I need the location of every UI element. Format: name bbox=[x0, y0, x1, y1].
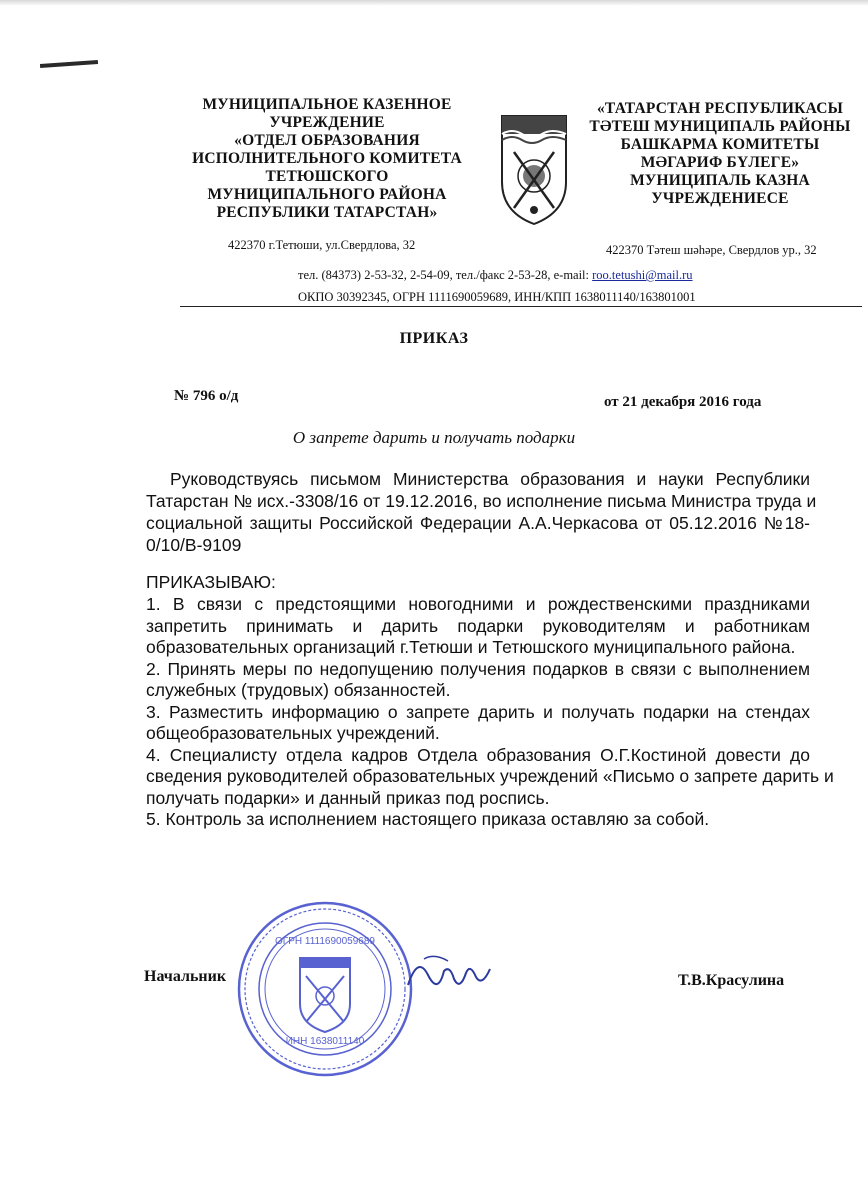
order-item-line: служебных (трудовых) обязанностей. bbox=[146, 680, 451, 700]
address-right: 422370 Тәтеш шәһәре, Свердлов ур., 32 bbox=[606, 243, 817, 257]
header-right-line: УЧРЕЖДЕНИЕСЕ bbox=[651, 190, 789, 207]
order-item-line: 3. Разместить информацию о запрете дарить и получать подарки на стендах bbox=[146, 701, 810, 722]
handwritten-signature-icon bbox=[404, 945, 500, 1005]
preamble-line: Руководствуясь письмом Министерства образования и науки Республики bbox=[170, 469, 810, 489]
header-divider bbox=[180, 306, 862, 307]
header-right-line: МӘГАРИФ БҮЛЕГЕ» bbox=[640, 154, 800, 171]
signatory-name: Т.В.Красулина bbox=[678, 972, 785, 989]
order-item-line: общеобразовательных учреждений. bbox=[146, 723, 440, 743]
order-item-line: 5. Контроль за исполнением настоящего приказа оставляю за собой. bbox=[146, 809, 710, 829]
header-left-line: «ОТДЕЛ ОБРАЗОВАНИЯ bbox=[234, 132, 420, 149]
signatory-role: Начальник bbox=[144, 968, 227, 985]
header-right-line: ТӘТЕШ МУНИЦИПАЛЬ РАЙОНЫ bbox=[589, 118, 851, 135]
contacts-line bbox=[298, 268, 693, 283]
header-right-line: МУНИЦИПАЛЬ КАЗНА bbox=[630, 172, 810, 189]
stamp-ogrn: ОГРН 1111690059689 bbox=[275, 936, 375, 947]
header-right-line: «ТАТАРСТАН РЕСПУБЛИКАСЫ bbox=[596, 100, 844, 117]
header-left bbox=[182, 96, 472, 222]
header-left-line: ИСПОЛНИТЕЛЬНОГО КОМИТЕТА bbox=[192, 150, 462, 167]
order-item-line: запретить принимать и дарить подарки руководителям и работникам bbox=[146, 615, 810, 636]
order-item-line: получать подарки» и данный приказ под роспись. bbox=[146, 787, 550, 808]
header-left-line: ТЕТЮШСКОГО bbox=[265, 168, 389, 185]
order-items bbox=[146, 594, 834, 831]
header-left-line: УЧРЕЖДЕНИЕ bbox=[269, 114, 385, 131]
header-right bbox=[578, 100, 862, 208]
contacts-text: тел. (84373) 2-53-32, 2-54-09, тел./факс 2-53-28, e-mail: bbox=[298, 268, 593, 282]
preamble-line: социальной защиты Российской Федерации А.А.Черкасова от 05.12.2016 №18- bbox=[146, 513, 810, 533]
preamble-line: Татарстан № исх.-3308/16 от 19.12.2016, во исполнение письма Министра труда и bbox=[146, 491, 817, 511]
order-item-line: 2. Принять меры по недопущению получения подарков в связи с выполнением bbox=[146, 658, 810, 679]
order-number: № 796 о/д bbox=[174, 388, 239, 404]
official-stamp-icon bbox=[236, 900, 414, 1078]
preamble-line: 0/10/В-9109 bbox=[146, 535, 242, 555]
address-left: 422370 г.Тетюши, ул.Свердлова, 32 bbox=[228, 238, 416, 252]
document-title: ПРИКАЗ bbox=[399, 330, 469, 347]
order-item-line: 4. Специалисту отдела кадров Отдела образования О.Г.Костиной довести до bbox=[146, 744, 810, 765]
scan-mark bbox=[40, 60, 98, 68]
header-left-line: РЕСПУБЛИКИ ТАТАРСТАН» bbox=[216, 204, 438, 221]
header-left-line: МУНИЦИПАЛЬНОГО РАЙОНА bbox=[207, 186, 447, 203]
email-link[interactable]: roo.tetushi@mail.ru bbox=[592, 268, 693, 282]
order-date: от 21 декабря 2016 года bbox=[604, 394, 762, 410]
scan-edge bbox=[0, 0, 868, 6]
order-subject: О запрете дарить и получать подарки bbox=[292, 428, 576, 447]
header-right-line: БАШКАРМА КОМИТЕТЫ bbox=[620, 136, 820, 153]
registration-codes: ОКПО 30392345, ОГРН 1111690059689, ИНН/КПП 1638011140/163801001 bbox=[298, 290, 696, 304]
stamp-inn: ИНН 1638011140 bbox=[285, 1036, 365, 1047]
order-item-line: 1. В связи с предстоящими новогодними и рождественскими праздниками bbox=[146, 594, 810, 614]
order-item-line: образовательных организаций г.Тетюши и Тетюшского муниципального района. bbox=[146, 637, 796, 657]
coat-of-arms-icon bbox=[496, 112, 572, 228]
order-item-line: сведения руководителей образовательных учреждений «Письмо о запрете дарить и bbox=[146, 766, 834, 786]
preamble bbox=[146, 468, 817, 556]
order-heading: ПРИКАЗЫВАЮ: bbox=[146, 572, 276, 592]
header-left-line: МУНИЦИПАЛЬНОЕ КАЗЕННОЕ bbox=[202, 96, 452, 113]
